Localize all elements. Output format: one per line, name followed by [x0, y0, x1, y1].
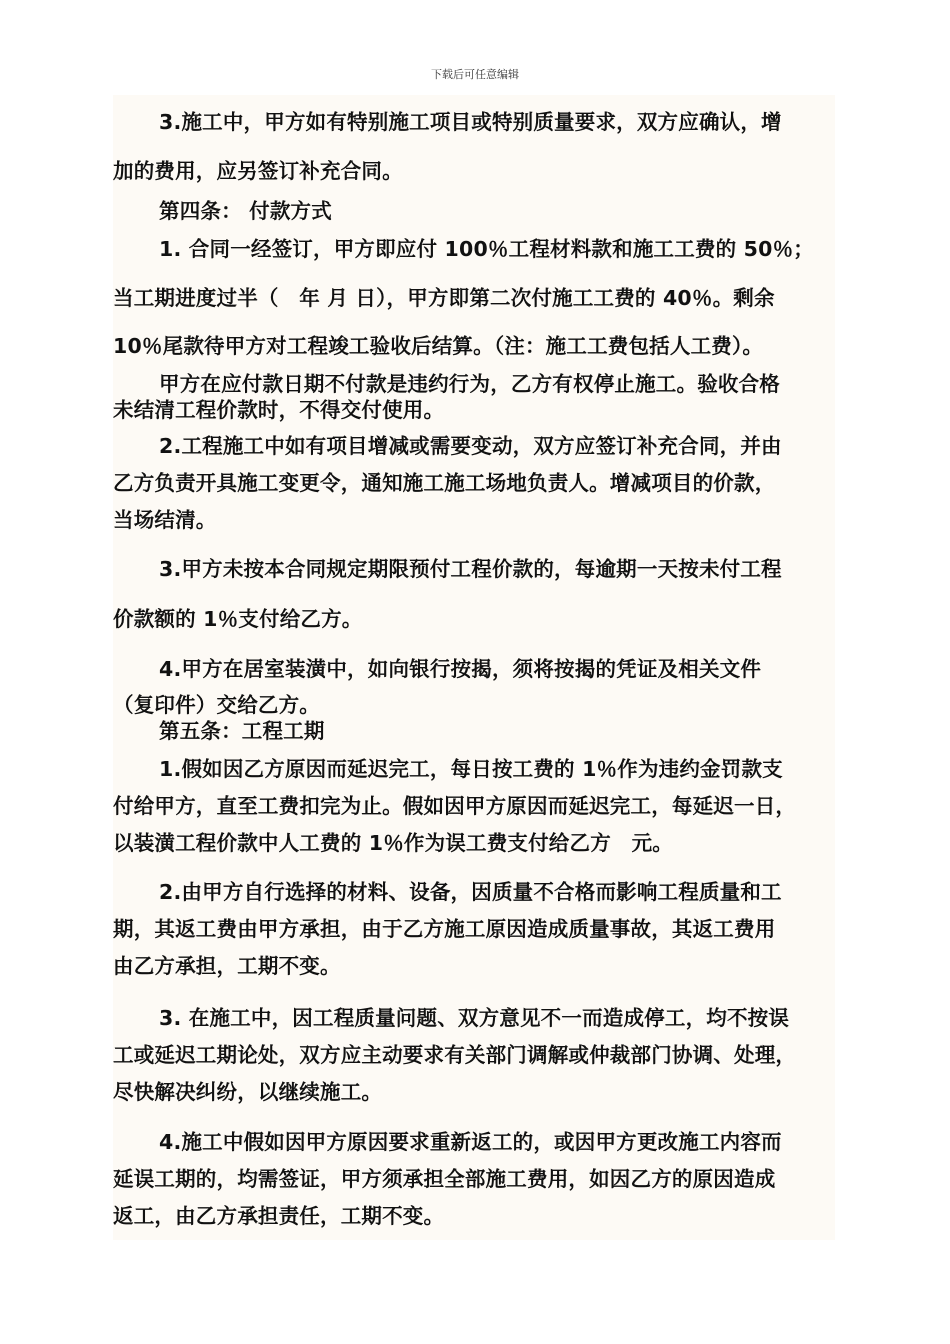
section-heading-5: 第五条：工程工期 [159, 719, 325, 743]
paragraph-line: 当工期进度过半（ 年 月 日），甲方即第二次付施工工费的 40％。剩余 [113, 286, 775, 310]
paragraph-line: 返工，由乙方承担责任，工期不变。 [113, 1204, 445, 1228]
paragraph-line: 乙方负责开具施工变更令，通知施工施工场地负责人。增减项目的价款， [113, 471, 776, 495]
paragraph-line: 2.工程施工中如有项目增减或需要变动，双方应签订补充合同，并由 [159, 434, 782, 458]
paragraph-line: 3.甲方未按本合同规定期限预付工程价款的，每逾期一天按未付工程 [159, 557, 782, 581]
paragraph-line: 以装潢工程价款中人工费的 1％作为误工费支付给乙方 元。 [113, 831, 673, 855]
paragraph-line: 1. 合同一经签订，甲方即应付 100％工程材料款和施工工费的 50％； [159, 237, 814, 261]
paragraph-line: 未结清工程价款时，不得交付使用。 [113, 398, 445, 422]
paragraph-line: 工或延迟工期论处，双方应主动要求有关部门调解或仲裁部门协调、处理， [113, 1043, 797, 1067]
paragraph-line: （复印件）交给乙方。 [113, 693, 320, 717]
paragraph-line: 尽快解决纠纷，以继续施工。 [113, 1080, 383, 1104]
paragraph-line: 延误工期的，均需签证，甲方须承担全部施工费用，如因乙方的原因造成 [113, 1167, 776, 1191]
section-heading-4: 第四条： 付款方式 [159, 199, 332, 223]
paragraph-line: 4.甲方在居室装潢中，如向银行按揭，须将按揭的凭证及相关文件 [159, 657, 762, 681]
paragraph-line: 10％尾款待甲方对工程竣工验收后结算。（注：施工工费包括人工费）。 [113, 334, 764, 358]
paragraph-line: 期，其返工费由甲方承担，由于乙方施工原因造成质量事故，其返工费用 [113, 917, 776, 941]
paragraph-line: 由乙方承担，工期不变。 [113, 954, 341, 978]
paragraph-line: 1.假如因乙方原因而延迟完工，每日按工费的 1％作为违约金罚款支 [159, 757, 783, 781]
paragraph-line: 当场结清。 [113, 508, 217, 532]
paragraph-line: 加的费用，应另签订补充合同。 [113, 159, 403, 183]
paragraph-line: 3. 在施工中，因工程质量问题、双方意见不一而造成停工，均不按误 [159, 1006, 790, 1030]
paragraph-line: 甲方在应付款日期不付款是违约行为，乙方有权停止施工。验收合格 [159, 372, 780, 396]
paragraph-line: 付给甲方，直至工费扣完为止。假如因甲方原因而延迟完工，每延迟一日， [113, 794, 797, 818]
paragraph-line: 价款额的 1％支付给乙方。 [113, 607, 363, 631]
paragraph-line: 3.施工中，甲方如有特别施工项目或特别质量要求，双方应确认，增 [159, 110, 782, 134]
paragraph-line: 4.施工中假如因甲方原因要求重新返工的，或因甲方更改施工内容而 [159, 1130, 782, 1154]
page-header-note: 下载后可任意编辑 [431, 68, 519, 81]
paragraph-line: 2.由甲方自行选择的材料、设备，因质量不合格而影响工程质量和工 [159, 880, 782, 904]
